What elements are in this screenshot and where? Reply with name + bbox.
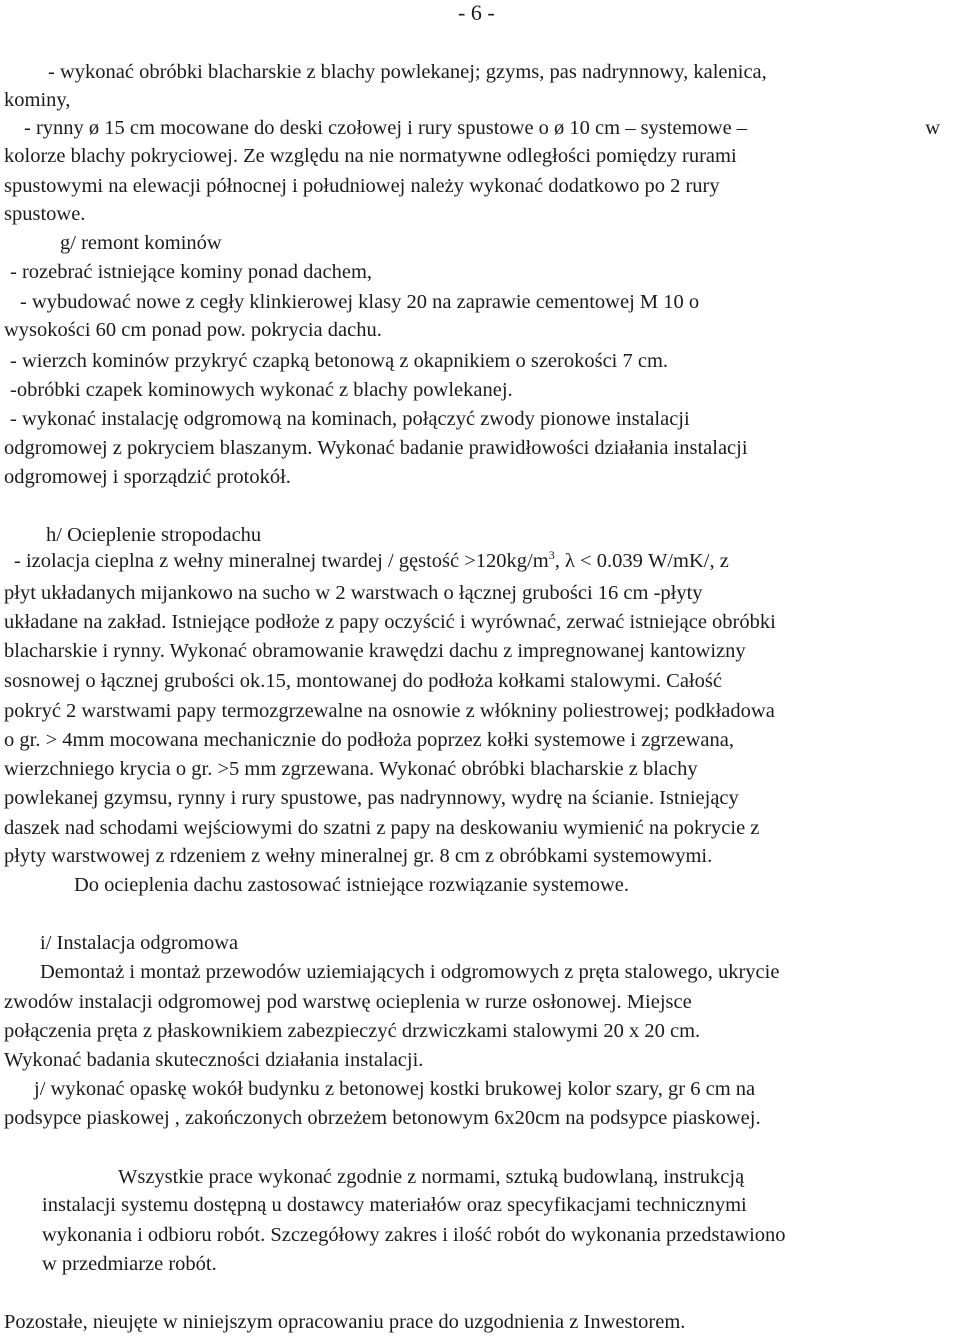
text-line: podsypce piaskowej , zakończonych obrzeżem betonowym 6x20cm na podsypce piaskowej. [4, 1107, 761, 1129]
text-line: Wszystkie prace wykonać zgodnie z normami, sztuką budowlaną, instrukcją [118, 1166, 745, 1188]
text-line: spustowymi na elewacji północnej i południowej należy wykonać dodatkowo po 2 rury [4, 175, 720, 197]
text-line: o gr. > 4mm mocowana mechanicznie do podłoża poprzez kołki systemowe i zgrzewana, [4, 729, 734, 751]
text-line: odgromowej z pokryciem blaszanym. Wykonać badanie prawidłowości działania instalacji [4, 437, 748, 459]
text-line: Wykonać badania skuteczności działania instalacji. [4, 1049, 424, 1071]
text-line: spustowe. [4, 203, 86, 225]
text-line: Do ocieplenia dachu zastosować istniejące rozwiązanie systemowe. [74, 874, 629, 896]
text-line: daszek nad schodami wejściowymi do szatni z papy na deskowaniu wymienić na pokrycie z [4, 817, 760, 839]
text-line: Demontaż i montaż przewodów uziemiających i odgromowych z pręta stalowego, ukrycie [40, 961, 780, 983]
text-fragment: , λ < 0.039 W/mK/, z [554, 550, 729, 572]
text-line: połączenia pręta z płaskownikiem zabezpieczyć drzwiczkami stalowymi 20 x 20 cm. [4, 1020, 701, 1042]
text-line: sosnowej o łącznej grubości ok.15, montowanej do podłoża kołkami stalowymi. Całość [4, 670, 722, 692]
section-heading: h/ Ocieplenie stropodachu [46, 524, 262, 546]
text-line: - wykonać obróbki blacharskie z blachy powlekanej; gzyms, pas nadrynnowy, kalenica, [48, 61, 767, 83]
text-fragment: w [925, 117, 940, 139]
text-line: wykonania i odbioru robót. Szczegółowy zakres i ilość robót do wykonania przedstawiono [42, 1224, 786, 1246]
text-line: zwodów instalacji odgromowej pod warstwę ocieplenia w rurze osłonowej. Miejsce [4, 991, 692, 1013]
text-line: powlekanej gzymsu, rynny i rury spustowe, pas nadrynnowy, wydrę na ścianie. Istniejący [4, 787, 739, 809]
text-line: w przedmiarze robót. [42, 1253, 217, 1275]
section-heading: g/ remont kominów [60, 232, 222, 254]
text-line: -obróbki czapek kominowych wykonać z blachy powlekanej. [10, 379, 513, 401]
text-line: układane na zakład. Istniejące podłoże z papy oczyścić i wyrównać, zerwać istniejące obróbki [4, 611, 776, 633]
text-line: blacharskie i rynny. Wykonać obramowanie krawędzi dachu z impregnowanej kantowizny [4, 640, 746, 662]
text-line [14, 548, 729, 572]
text-line: j/ wykonać opaskę wokół budynku z betonowej kostki brukowej kolor szary, gr 6 cm na [34, 1078, 756, 1100]
text-line: odgromowej i sporządzić protokół. [4, 466, 291, 488]
text-line: kolorze blachy pokryciowej. Ze względu na nie normatywne odległości pomiędzy rurami [4, 145, 737, 167]
superscript: 3 [548, 548, 555, 563]
text-line: - wybudować nowe z cegły klinkierowej klasy 20 na zaprawie cementowej M 10 o [20, 291, 700, 313]
text-line: Pozostałe, nieujęte w niniejszym opracowaniu prace do uzgodnienia z Inwestorem. [4, 1311, 686, 1333]
section-heading: i/ Instalacja odgromowa [40, 932, 239, 954]
text-line: instalacji systemu dostępną u dostawcy materiałów oraz specyfikacjami technicznymi [42, 1194, 747, 1216]
text-line: płyty warstwowej z rdzeniem z wełny mineralnej gr. 8 cm z obróbkami systemowymi. [4, 845, 713, 867]
text-line: wysokości 60 cm ponad pow. pokrycia dachu. [4, 319, 382, 341]
text-fragment: - rynny ø 15 cm mocowane do deski czołowej i rury spustowe o ø 10 cm – systemowe – [24, 117, 748, 139]
text-line [24, 118, 940, 139]
text-line: pokryć 2 warstwami papy termozgrzewalne na osnowie z włókniny poliestrowej; podkładowa [4, 700, 775, 722]
text-line: - wykonać instalację odgromową na kominach, połączyć zwody pionowe instalacji [10, 408, 690, 430]
text-line: płyt układanych mijankowo na sucho w 2 warstwach o łącznej grubości 16 cm -płyty [4, 582, 703, 604]
text-fragment: - izolacja cieplna z wełny mineralnej twardej / gęstość >120kg/m [14, 550, 549, 572]
page-number: - 6 - [458, 0, 495, 25]
text-line: - wierzch kominów przykryć czapką betonową z okapnikiem o szerokości 7 cm. [10, 350, 669, 372]
text-line: wierzchniego krycia o gr. >5 mm zgrzewana. Wykonać obróbki blacharskie z blachy [4, 758, 698, 780]
text-line: - rozebrać istniejące kominy ponad dachem, [10, 261, 373, 283]
text-line: kominy, [4, 89, 71, 111]
